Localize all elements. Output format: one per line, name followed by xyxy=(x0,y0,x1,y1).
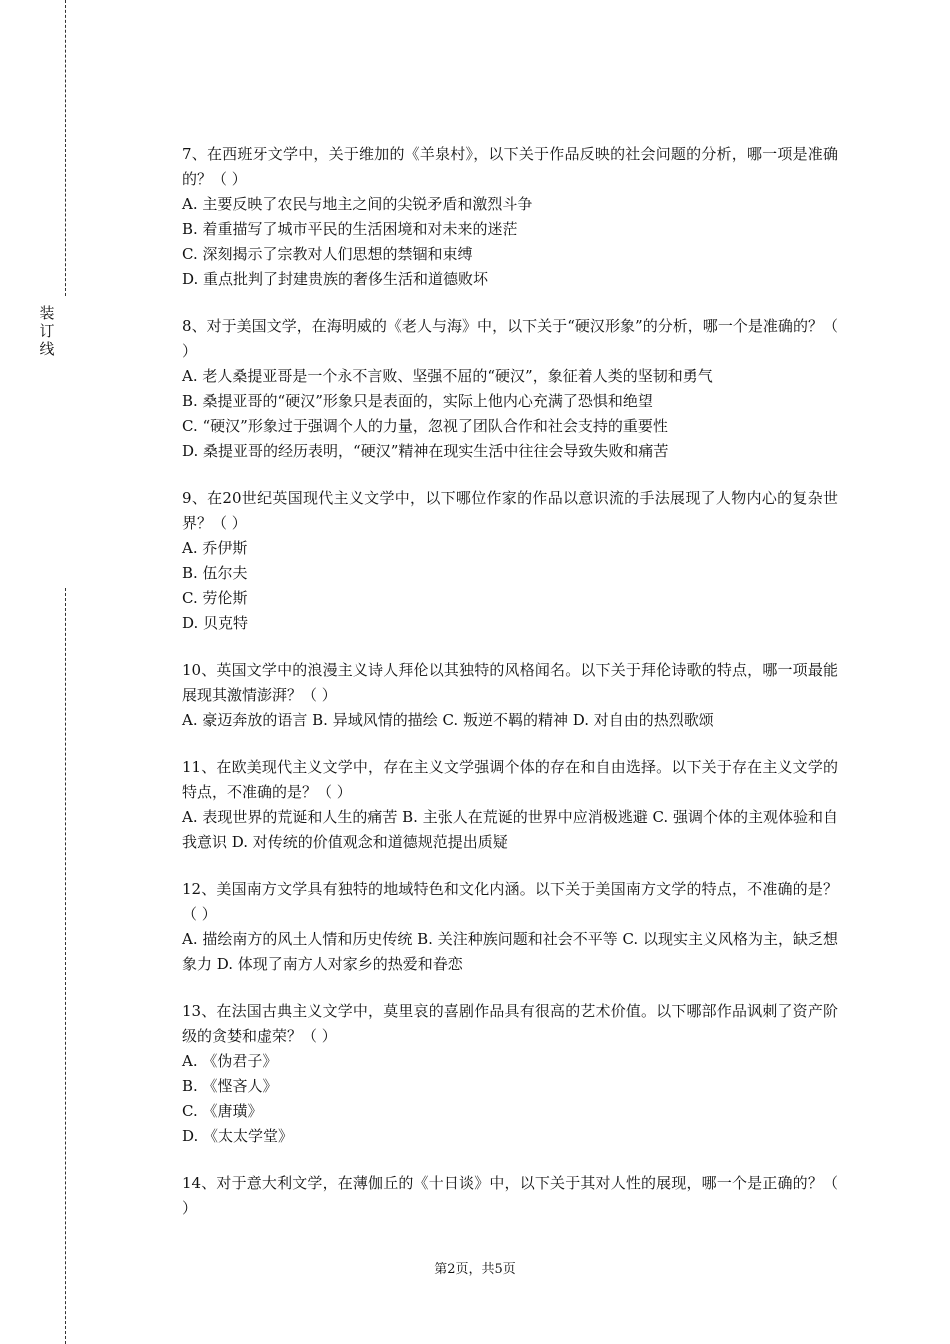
option-d: D. 《太太学堂》 xyxy=(182,1127,294,1145)
question-13 xyxy=(182,999,838,1149)
option-a: A. 主要反映了农民与地主之间的尖锐矛盾和激烈斗争 xyxy=(182,195,533,213)
question-stem: 8、对于美国文学，在海明威的《老人与海》中，以下关于“硬汉形象”的分析，哪一个是准确的？（ ） xyxy=(182,317,838,360)
question-9 xyxy=(182,486,838,636)
question-list xyxy=(182,142,838,1243)
option-c: C. 深刻揭示了宗教对人们思想的禁锢和束缚 xyxy=(182,245,473,263)
option-d: D. 桑提亚哥的经历表明，“硬汉”精神在现实生活中往往会导致失败和痛苦 xyxy=(182,442,669,460)
inline-options: A. 豪迈奔放的语言 B. 异域风情的描绘 C. 叛逆不羁的精神 D. 对自由的热烈歌颂 xyxy=(182,711,714,729)
option-a: A. 《伪君子》 xyxy=(182,1052,278,1070)
question-7 xyxy=(182,142,838,292)
option-c: C. 《唐璜》 xyxy=(182,1102,263,1120)
binding-label: 装订线 xyxy=(39,304,55,358)
option-b: B. 着重描写了城市平民的生活困境和对未来的迷茫 xyxy=(182,220,518,238)
page-footer: 第2页，共5页 xyxy=(434,1262,516,1277)
option-c: C. 劳伦斯 xyxy=(182,589,248,607)
question-stem: 11、在欧美现代主义文学中，存在主义文学强调个体的存在和自由选择。以下关于存在主义文学的特点，不准确的是？（ ） xyxy=(182,758,838,801)
inline-options: A. 描绘南方的风土人情和历史传统 B. 关注种族问题和社会不平等 C. 以现实主义风格为主，缺乏想象力 D. 体现了南方人对家乡的热爱和眷恋 xyxy=(182,930,838,973)
question-stem: 13、在法国古典主义文学中，莫里哀的喜剧作品具有很高的艺术价值。以下哪部作品讽刺了资产阶级的贪婪和虚荣？（ ） xyxy=(182,1002,838,1045)
option-b: B. 桑提亚哥的“硬汉”形象只是表面的，实际上他内心充满了恐惧和绝望 xyxy=(182,392,653,410)
binding-dashed-line-bottom xyxy=(65,588,66,1344)
option-b: B. 《悭吝人》 xyxy=(182,1077,278,1095)
question-12 xyxy=(182,877,838,977)
option-a: A. 乔伊斯 xyxy=(182,539,248,557)
option-b: B. 伍尔夫 xyxy=(182,564,248,582)
binding-dashed-line-top xyxy=(65,0,66,296)
question-stem: 10、英国文学中的浪漫主义诗人拜伦以其独特的风格闻名。以下关于拜伦诗歌的特点，哪一项最能展现其激情澎湃？（ ） xyxy=(182,661,838,704)
question-10 xyxy=(182,658,838,733)
inline-options: A. 表现世界的荒诞和人生的痛苦 B. 主张人在荒诞的世界中应消极逃避 C. 强调个体的主观体验和自我意识 D. 对传统的价值观念和道德规范提出质疑 xyxy=(182,808,838,851)
question-stem: 9、在20世纪英国现代主义文学中，以下哪位作家的作品以意识流的手法展现了人物内心的复杂世界？（ ） xyxy=(182,489,838,532)
question-stem: 12、美国南方文学具有独特的地域特色和文化内涵。以下关于美国南方文学的特点，不准确的是？（ ） xyxy=(182,880,838,923)
question-14 xyxy=(182,1171,838,1221)
option-d: D. 贝克特 xyxy=(182,614,249,632)
question-stem: 14、对于意大利文学，在薄伽丘的《十日谈》中，以下关于其对人性的展现，哪一个是正确的？（ ） xyxy=(182,1174,838,1217)
option-d: D. 重点批判了封建贵族的奢侈生活和道德败坏 xyxy=(182,270,489,288)
option-a: A. 老人桑提亚哥是一个永不言败、坚强不屈的“硬汉”，象征着人类的坚韧和勇气 xyxy=(182,367,713,385)
question-11 xyxy=(182,755,838,855)
option-c: C. “硬汉”形象过于强调个人的力量，忽视了团队合作和社会支持的重要性 xyxy=(182,417,668,435)
question-stem: 7、在西班牙文学中，关于维加的《羊泉村》，以下关于作品反映的社会问题的分析，哪一项是准确的？（ ） xyxy=(182,145,838,188)
question-8 xyxy=(182,314,838,464)
